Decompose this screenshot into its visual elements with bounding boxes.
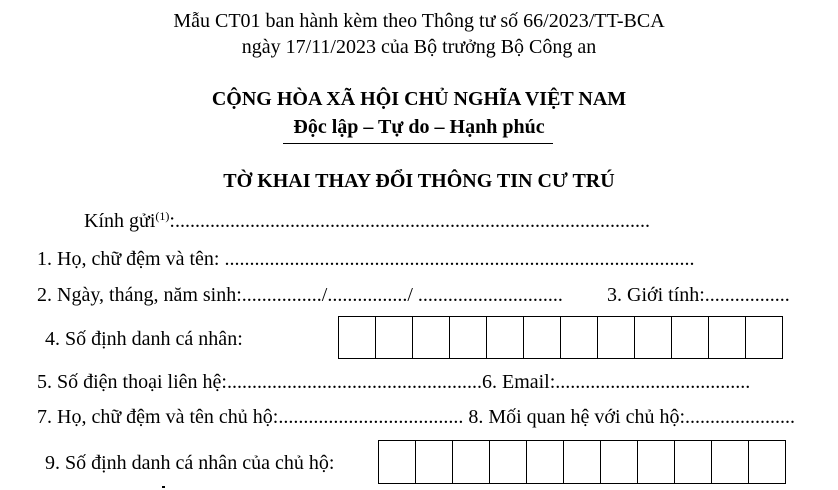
field-household-head-id-label: 9. Số định danh cá nhân của chủ hộ: (45, 452, 335, 474)
id-digit-box (674, 440, 712, 484)
country-name: CỘNG HÒA XÃ HỘI CHỦ NGHĨA VIỆT NAM (211, 88, 627, 110)
form-title: TỜ KHAI THAY ĐỔI THÔNG TIN CƯ TRÚ (223, 170, 615, 192)
id-digit-box (708, 316, 746, 359)
cropped-text-fragment (162, 486, 165, 488)
id-digit-box (452, 440, 490, 484)
id-digit-box (634, 316, 672, 359)
id-digit-box (489, 440, 527, 484)
id-digit-box (486, 316, 524, 359)
motto-underline (283, 143, 553, 144)
id-digit-box (375, 316, 413, 359)
footnote-marker: (1) (155, 209, 170, 223)
field-date-of-birth: 2. Ngày, tháng, năm sinh:................/................/ ............................. (37, 284, 563, 306)
form-reference-line-2: ngày 17/11/2023 của Bộ trưởng Bộ Công an (241, 36, 597, 58)
id-digit-box (600, 440, 638, 484)
household-head-id-boxes (378, 440, 786, 484)
national-motto: Độc lập – Tự do – Hạnh phúc (293, 116, 545, 138)
id-digit-box (338, 316, 376, 359)
id-digit-box (560, 316, 598, 359)
recipient-label: Kính gửi (84, 210, 156, 232)
id-digit-box (748, 440, 786, 484)
id-digit-box (711, 440, 749, 484)
id-digit-box (671, 316, 709, 359)
recipient-line (84, 210, 650, 233)
id-digit-box (745, 316, 783, 359)
field-gender: 3. Giới tính:................. (607, 284, 790, 306)
id-digit-box (415, 440, 453, 484)
id-digit-box (412, 316, 450, 359)
field-full-name: 1. Họ, chữ đệm và tên: .............................................................................................. (37, 248, 695, 270)
id-digit-box (526, 440, 564, 484)
form-reference-line-1: Mẫu CT01 ban hành kèm theo Thông tư số 66/2023/TT-BCA (173, 10, 665, 32)
personal-id-boxes (338, 316, 783, 359)
recipient-fill: :............................................................................................... (169, 210, 650, 232)
id-digit-box (523, 316, 561, 359)
id-digit-box (563, 440, 601, 484)
field-phone-email: 5. Số điện thoại liên hệ:...................................................6. Email:....................................... (37, 371, 751, 393)
id-digit-box (378, 440, 416, 484)
id-digit-box (637, 440, 675, 484)
field-personal-id-label: 4. Số định danh cá nhân: (45, 328, 243, 350)
id-digit-box (449, 316, 487, 359)
field-household-head: 7. Họ, chữ đệm và tên chủ hộ:..................................... 8. Mối quan hệ với chủ hộ:...................... (37, 406, 795, 428)
id-digit-box (597, 316, 635, 359)
